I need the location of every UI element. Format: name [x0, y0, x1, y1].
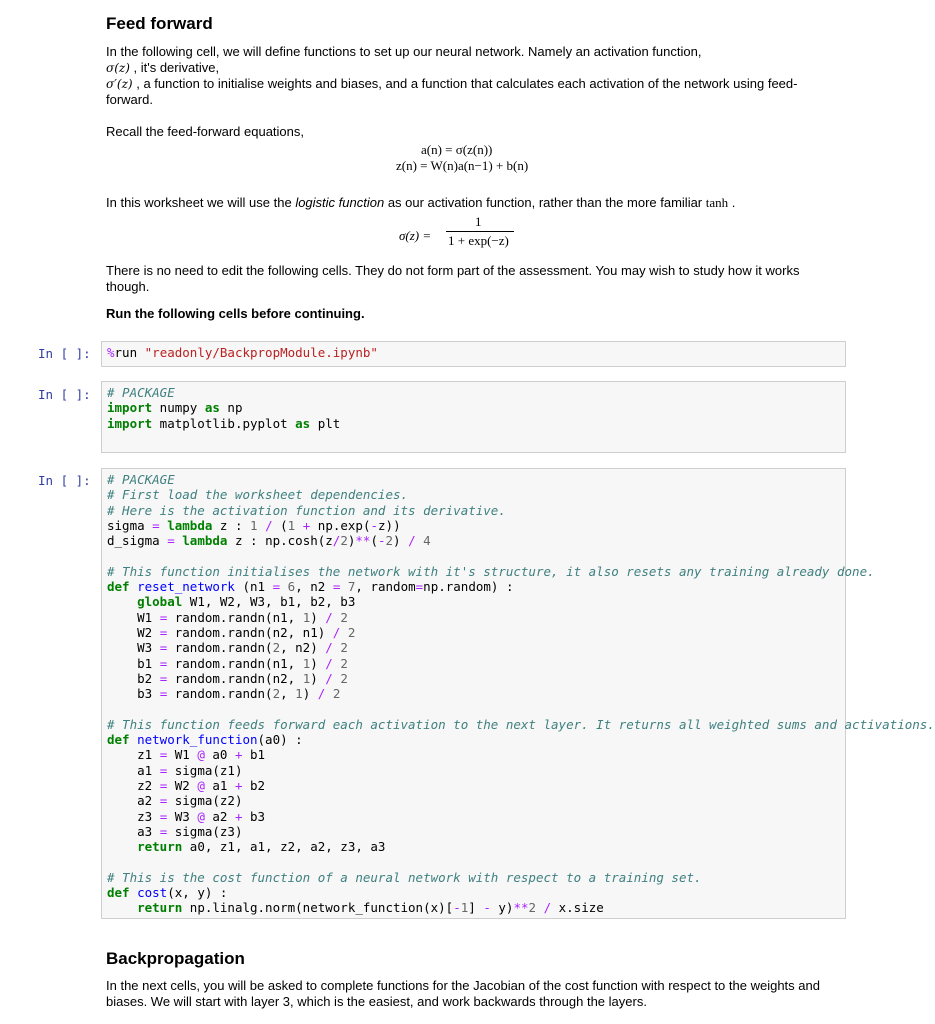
equation-activation: a(n) = σ(z(n)) — [421, 142, 493, 157]
run-cells-note: Run the following cells before continuing. — [106, 306, 365, 321]
logistic-paragraph — [106, 195, 826, 211]
logistic-text-post: as our activation function, rather than the more familiar — [384, 195, 706, 210]
logistic-text-end: . — [728, 195, 736, 210]
logistic-lhs: σ(z) = — [399, 228, 432, 243]
code-cell-1[interactable] — [101, 341, 846, 367]
section-heading-feed-forward: Feed forward — [106, 14, 213, 33]
section-heading-backpropagation: Backpropagation — [106, 949, 245, 968]
fraction-bar — [446, 231, 514, 232]
code-imports: # PACKAGE import numpy as np import matplotlib.pyplot as plt — [107, 385, 341, 431]
code-network-functions: # PACKAGE # First load the worksheet dependencies. # Here is the activation function and its derivative. sigma = lambda z : 1 / (1 + np.exp(-z)) d_sigma = lambda z : np.cosh(z/2)**(-2) / 4 # This function initialises the network with it's structure, it also resets any training already done. def reset_network (n1 = 6, n2 = 7, random=np.random) : global W1, W2, W3, b1, b2, b3 W1 = random.randn(n1, 1) / 2 W2 = random.randn(n2, n1) / 2 W3 = random.randn(2, n2) / 2 b1 = random.randn(n1, 1) / 2 b2 = random.randn(n2, 1) / 2 b3 = random.randn(2, 1) / 2 # This function feeds forward each activation to the next layer. It returns all weighted sums and activations. def network_function(a0) : z1 = W1 @ a0 + b1 a1 = sigma(z1) z2 = W2 @ a1 + b2 a2 = sigma(z2) z3 = W3 @ a2 + b3 a3 = sigma(z3) return a0, z1, a1, z2, a2, z3, a3 # This is the cost function of a neural network with respect to a training set. def cost(x, y) : return np.linalg.norm(network_function(x)[-1] - y)**2 / x.size — [107, 472, 935, 916]
logistic-denominator: 1 + exp(−z) — [448, 233, 509, 248]
logistic-numerator: 1 — [475, 214, 482, 229]
logistic-function-term: logistic function — [295, 195, 385, 210]
logistic-text-pre: In this worksheet we will use the — [106, 195, 296, 210]
cell-prompt-1: In [ ]: — [38, 346, 91, 361]
code-run-module: %run "readonly/BackpropModule.ipynb" — [107, 345, 378, 360]
recall-text: Recall the feed-forward equations, — [106, 124, 305, 139]
backprop-paragraph: In the next cells, you will be asked to complete functions for the Jacobian of the cost function with respect to the weights and biases. We will start with layer 3, which is the easiest, and work backwards through the layers. — [106, 978, 820, 1009]
code-cell-2[interactable] — [101, 381, 846, 453]
tanh-term: tanh — [705, 195, 729, 210]
sigma-prime-symbol: σ′(z) — [106, 77, 133, 91]
cell-prompt-2: In [ ]: — [38, 387, 91, 402]
code-cell-3[interactable] — [101, 468, 935, 919]
cell-prompt-3: In [ ]: — [38, 473, 91, 488]
intro-text: In the following cell, we will define functions to set up our neural network. Namely an activation function, — [106, 44, 702, 59]
sigma-symbol: σ(z) — [106, 61, 130, 75]
no-edit-note: There is no need to edit the following cells. They do not form part of the assessment. You may wish to study how it works though. — [106, 263, 800, 294]
equation-weighted-sum: z(n) = W(n)a(n−1) + b(n) — [396, 158, 529, 173]
intro-text-3: , a function to initialise weights and biases, and a function that calculates each activation of the network using feed-forward. — [106, 76, 798, 107]
intro-paragraph — [106, 44, 826, 108]
intro-text-2: , it's derivative, — [129, 60, 220, 75]
